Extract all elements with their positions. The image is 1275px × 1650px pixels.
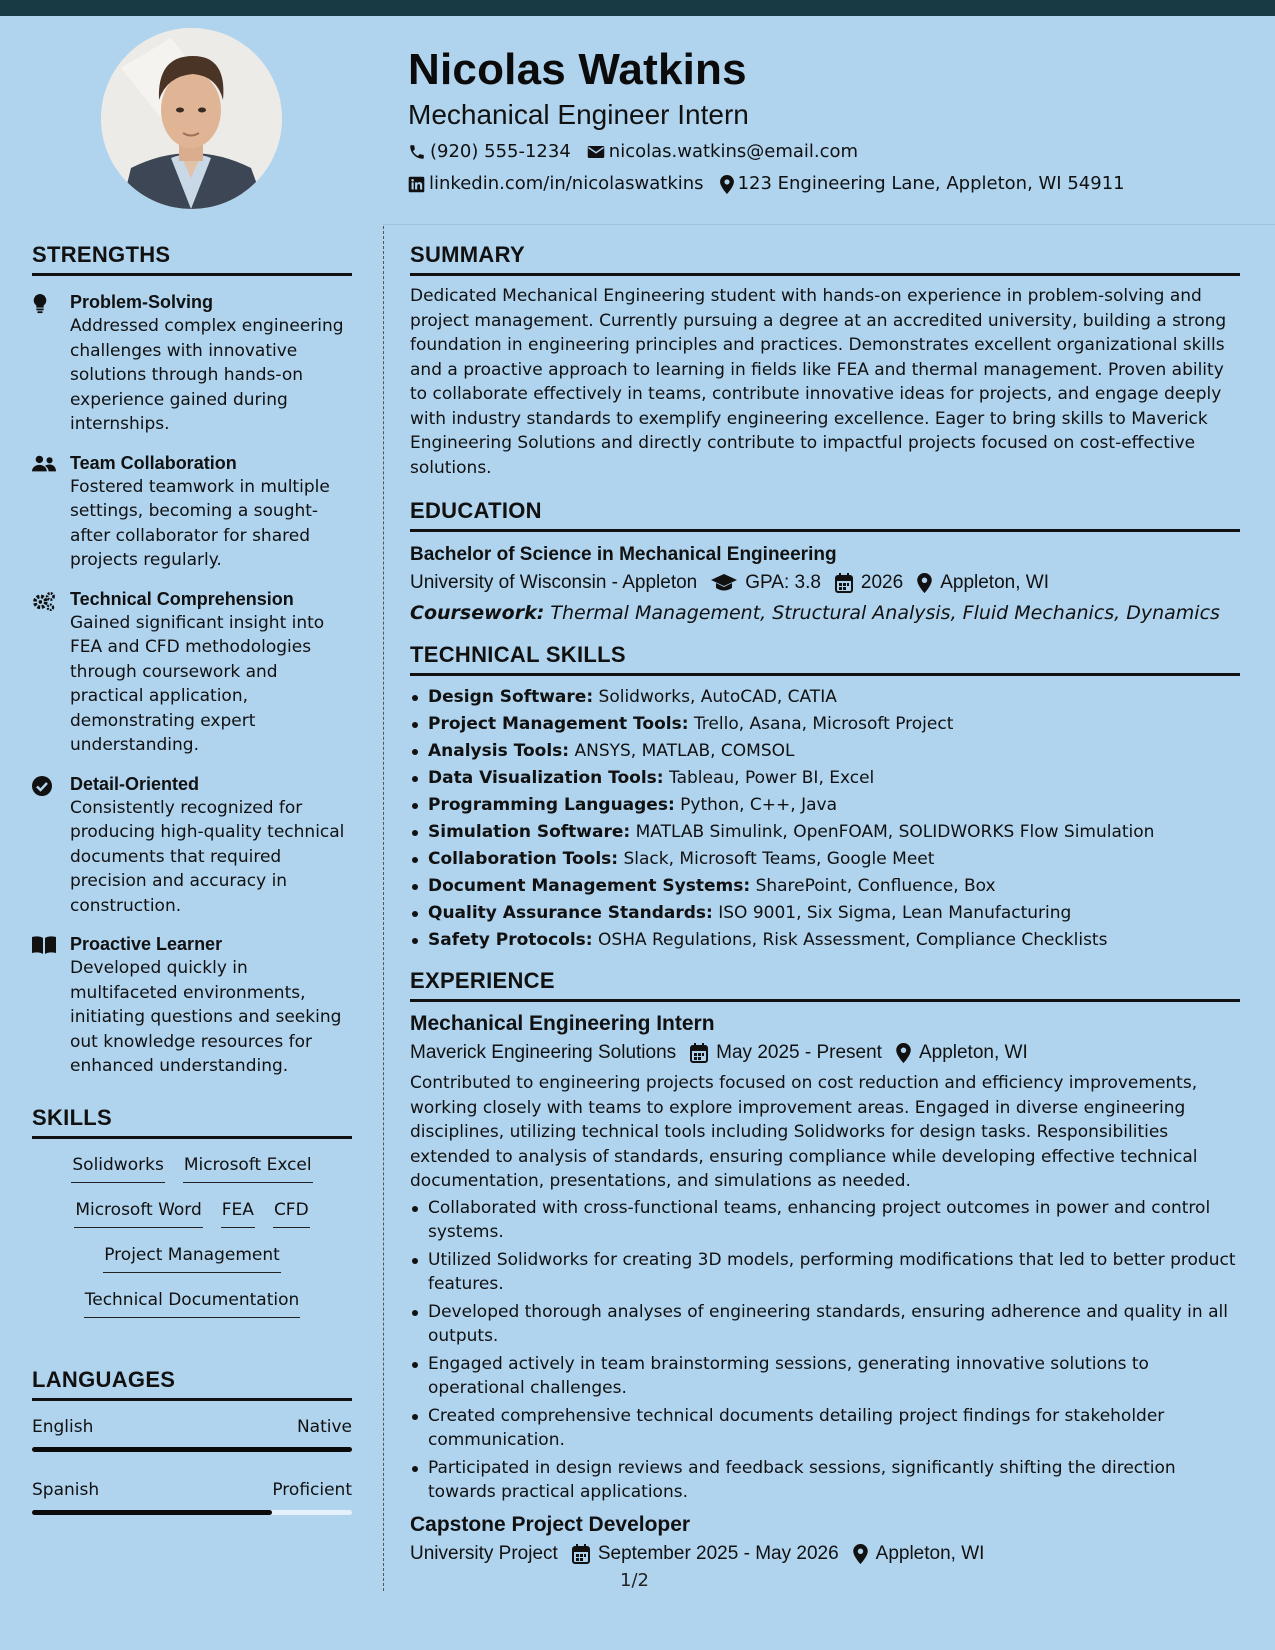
coursework-list: Thermal Management, Structural Analysis, Fluid Mechanics, Dynamics: [550, 602, 1220, 624]
language-level: Proficient: [272, 1479, 352, 1500]
contact-row-2: [408, 168, 1248, 200]
address-contact: [720, 168, 1125, 200]
degree-title: Bachelor of Science in Mechanical Engineering: [410, 544, 837, 565]
job-bullets: [410, 1196, 1240, 1505]
graduation-year: 2026: [860, 572, 904, 593]
job-location: Appleton, WI: [918, 1042, 1028, 1063]
job-location: Appleton, WI: [875, 1542, 985, 1564]
strength-title: Team Collaboration: [70, 452, 237, 473]
calendar-icon: [572, 1544, 590, 1564]
phone-contact: [408, 136, 571, 168]
strength-title: Detail-Oriented: [70, 773, 200, 794]
skill-tag: Technical Documentation: [84, 1288, 301, 1318]
gpa: GPA: 3.8: [745, 572, 821, 593]
languages-heading: LANGUAGES: [32, 1365, 352, 1401]
email-contact[interactable]: [587, 136, 858, 168]
language-level-bar: [32, 1447, 352, 1452]
address-text: 123 Engineering Lane, Appleton, WI 54911: [737, 173, 1125, 194]
skills-row: [32, 1288, 352, 1333]
linkedin-text[interactable]: linkedin.com/in/nicolaswatkins: [429, 173, 704, 194]
list-item: Engaged actively in team brainstorming sessions, generating innovative solutions to operational challenges.: [410, 1352, 1240, 1401]
company-name: University Project: [410, 1542, 558, 1564]
page-number: 1/2: [620, 1570, 649, 1591]
header-divider: [383, 224, 1275, 225]
book-icon: [32, 936, 56, 954]
strength-desc: Addressed complex engineering challenges with innovative solutions through hands-on experience gained during internships.: [70, 316, 344, 434]
job-title: Capstone Project Developer: [410, 1512, 691, 1536]
language-level: Native: [296, 1416, 352, 1437]
map-pin-icon: [720, 175, 734, 194]
job-dates: September 2025 - May 2026: [597, 1542, 839, 1564]
list-item: Utilized Solidworks for creating 3D models, performing modifications that led to better product features.: [410, 1248, 1240, 1297]
phone-icon: [408, 143, 426, 161]
skills-tags: [32, 1153, 352, 1333]
list-item: Design Software: Solidworks, AutoCAD, CATIA: [410, 684, 1240, 711]
skills-heading: SKILLS: [32, 1103, 352, 1139]
job-description: Contributed to engineering projects focused on cost reduction and efficiency improvements, working closely with teams to explore improvement areas. Engaged in diverse engineering disciplines, utilizing technical tools including Solidworks for design tasks. Responsibilities extended to analysis of standards, ensuring compliance while developing effective technical documentation, presentations, and simulations as needed.: [410, 1073, 1198, 1191]
strength-title: Technical Comprehension: [70, 588, 294, 609]
list-item: Programming Languages: Python, C++, Java: [410, 792, 1240, 819]
list-item: Quality Assurance Standards: ISO 9001, Six Sigma, Lean Manufacturing: [410, 900, 1240, 927]
linkedin-icon: [408, 176, 425, 193]
strength-item: [32, 587, 352, 758]
contact-row-1: [408, 136, 1248, 168]
list-item: Created comprehensive technical documents detailing project findings for stakeholder communication.: [410, 1404, 1240, 1453]
job-meta: [410, 1539, 1240, 1569]
strength-item: [32, 290, 352, 437]
linkedin-contact[interactable]: [408, 168, 704, 200]
list-item: Collaboration Tools: Slack, Microsoft Teams, Google Meet: [410, 846, 1240, 873]
company-name: Maverick Engineering Solutions: [410, 1042, 677, 1063]
check-circle-icon: [32, 776, 52, 796]
list-item: Data Visualization Tools: Tableau, Power BI, Excel: [410, 765, 1240, 792]
language-level-bar: [32, 1510, 352, 1515]
lightbulb-icon: [32, 294, 48, 314]
skill-tag: Project Management: [103, 1243, 281, 1273]
strength-desc: Developed quickly in multifaceted environments, initiating questions and seeking out knowledge resources for enhanced understanding.: [70, 958, 342, 1076]
resume-header: [408, 40, 1248, 200]
graduation-cap-icon: [711, 574, 737, 592]
language-level-fill: [32, 1510, 272, 1515]
language-item: [32, 1415, 352, 1452]
education-heading: EDUCATION: [410, 496, 1240, 532]
skills-row: [32, 1198, 352, 1243]
skill-tag: Microsoft Word: [74, 1198, 202, 1228]
gears-icon: [32, 591, 56, 611]
education-location: Appleton, WI: [940, 572, 1049, 593]
education-meta: [410, 568, 1240, 598]
column-divider: [383, 226, 384, 1591]
right-column: [410, 240, 1240, 1569]
list-item: Participated in design reviews and feedback sessions, significantly shifting the direction towards practical applications.: [410, 1456, 1240, 1505]
list-item: Developed thorough analyses of engineering standards, ensuring adherence and quality in all outputs.: [410, 1300, 1240, 1349]
list-item: Safety Protocols: OSHA Regulations, Risk Assessment, Compliance Checklists: [410, 927, 1240, 954]
coursework-label: Coursework:: [410, 602, 545, 624]
school-name: University of Wisconsin - Appleton: [410, 572, 698, 593]
language-level-fill: [32, 1447, 352, 1452]
language-name: English: [32, 1416, 94, 1437]
strength-item: [32, 451, 352, 573]
users-icon: [32, 455, 56, 473]
strength-desc: Fostered teamwork in multiple settings, becoming a sought-after collaborator for shared projects regularly.: [70, 476, 330, 570]
map-pin-icon: [917, 573, 932, 593]
technical-skills-list: [410, 684, 1240, 954]
skills-row: [32, 1153, 352, 1198]
list-item: Analysis Tools: ANSYS, MATLAB, COMSOL: [410, 738, 1240, 765]
summary-text: Dedicated Mechanical Engineering student with hands-on experience in problem-solving and project management. Currently pursuing a degree at an accredited university, building a strong foundation in engineering principles and practices. Demonstrates excellent organizational skills and a proactive approach to learning in fields like FEA and thermal management. Proven ability to collaborate effectively in teams, contribute innovative ideas for projects, and engage deeply with industry standards to exemplify engineering excellence. Eager to bring skills to Maverick Engineering Solutions and directly contribute to impactful projects focused on cost-effective solutions.: [410, 286, 1227, 478]
left-column: [32, 240, 352, 1515]
language-name: Spanish: [32, 1479, 100, 1500]
candidate-name: Nicolas Watkins: [408, 45, 747, 94]
strengths-heading: STRENGTHS: [32, 240, 352, 276]
technical-skills-heading: TECHNICAL SKILLS: [410, 640, 1240, 676]
strength-title: Proactive Learner: [70, 934, 223, 954]
list-item: Collaborated with cross-functional teams, enhancing project outcomes in power and control systems.: [410, 1196, 1240, 1245]
list-item: Project Management Tools: Trello, Asana, Microsoft Project: [410, 711, 1240, 738]
calendar-icon: [690, 1043, 708, 1063]
skill-tag: CFD: [273, 1198, 310, 1228]
skill-tag: FEA: [221, 1198, 255, 1228]
coursework: [410, 598, 1240, 628]
summary-heading: SUMMARY: [410, 240, 1240, 276]
candidate-title: Mechanical Engineer Intern: [408, 99, 749, 130]
map-pin-icon: [853, 1544, 868, 1564]
list-item: Document Management Systems: SharePoint, Confluence, Box: [410, 873, 1240, 900]
map-pin-icon: [896, 1043, 911, 1063]
skill-tag: Microsoft Excel: [183, 1153, 313, 1183]
language-item: [32, 1478, 352, 1515]
calendar-icon: [835, 573, 853, 593]
experience-heading: EXPERIENCE: [410, 966, 1240, 1002]
job-meta: [410, 1038, 1240, 1068]
strength-title: Problem-Solving: [70, 292, 214, 312]
phone-text: (920) 555-1234: [430, 141, 571, 162]
strength-desc: Consistently recognized for producing high-quality technical documents that required precision and accuracy in construction.: [70, 797, 345, 916]
skills-row: [32, 1243, 352, 1288]
list-item: Simulation Software: MATLAB Simulink, OpenFOAM, SOLIDWORKS Flow Simulation: [410, 819, 1240, 846]
strength-item: [32, 772, 352, 919]
job-dates: May 2025 - Present: [716, 1042, 882, 1063]
strength-item: [32, 932, 352, 1079]
envelope-icon: [587, 144, 605, 160]
top-bar: [0, 0, 1275, 16]
email-text[interactable]: nicolas.watkins@email.com: [608, 141, 859, 162]
job-title: Mechanical Engineering Intern: [410, 1012, 715, 1035]
profile-photo: [101, 28, 282, 209]
skill-tag: Solidworks: [71, 1153, 164, 1183]
strength-desc: Gained significant insight into FEA and CFD methodologies through coursework and practical application, demonstrating expert understanding.: [70, 612, 325, 755]
